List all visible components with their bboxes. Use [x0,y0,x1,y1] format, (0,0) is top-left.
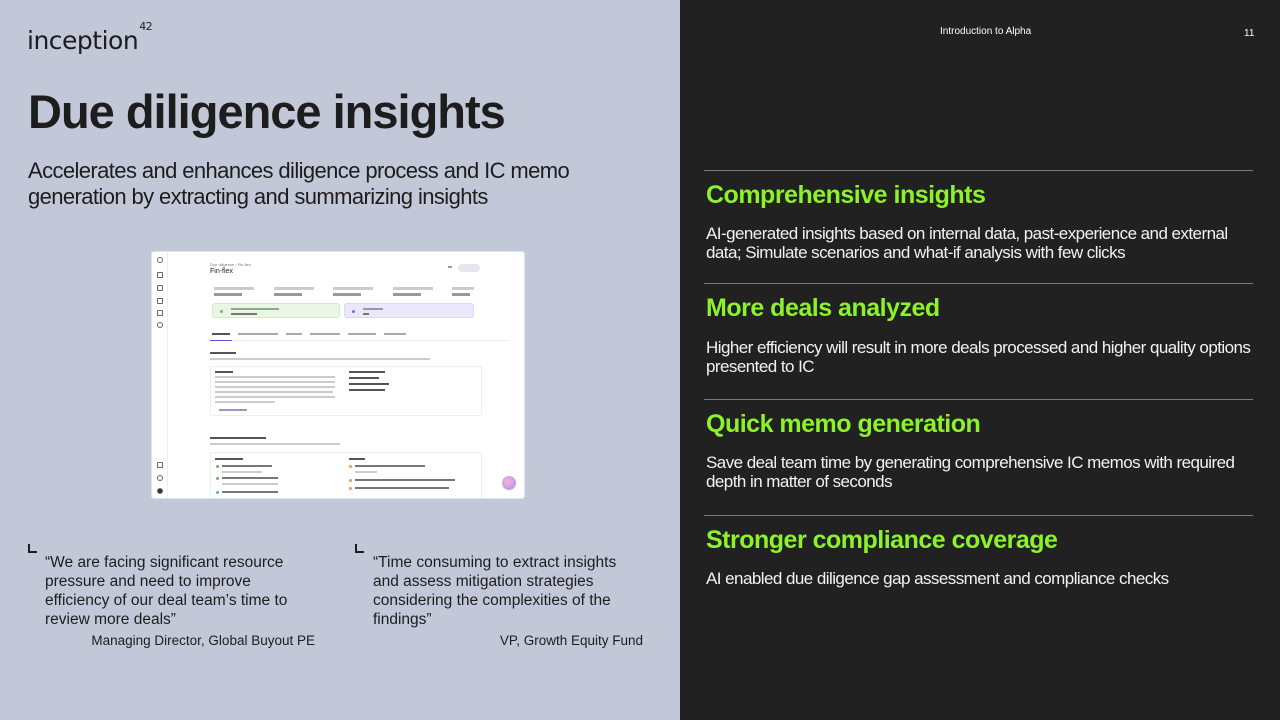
bell-icon [157,462,163,468]
bulb-icon [352,310,355,313]
feature-title-1: Comprehensive insights [706,181,986,209]
feature-title-2: More deals analyzed [706,294,940,322]
product-screenshot [151,251,525,499]
nav-icon [157,298,163,304]
section-header: Introduction to Alpha [940,26,1032,37]
screenshot-insights-card [344,303,474,318]
screenshot-summary-box [210,452,482,499]
divider [704,399,1253,400]
page-number: 11 [1244,28,1255,39]
screenshot-breadcrumb: Due diligence › Fin-flex [210,262,251,267]
avatar [157,488,163,494]
quote-text-2: “Time consuming to extract insights and assess mitigation strategies considering the complexities of the findings” [373,554,617,628]
screenshot-section-heading [210,437,266,439]
feature-description-4: AI enabled due diligence gap assessment and compliance checks [706,569,1169,588]
check-icon [220,310,223,313]
screenshot-report-card [212,303,340,318]
page-subtitle: Accelerates and enhances diligence process and IC memo generation by extracting and summarizing insights [28,158,570,209]
screenshot-text-line [210,443,340,445]
feature-title-3: Quick memo generation [706,410,981,438]
screenshot-menu-icon [448,266,452,268]
quote-attribution-1: Managing Director, Global Buyout PE [91,633,315,648]
quote-attribution-2: VP, Growth Equity Fund [499,633,643,648]
quote-mark-icon [28,544,37,553]
page-title: Due diligence insights [28,85,505,138]
assistant-fab-icon [502,476,516,490]
screenshot-text-line [210,358,430,360]
quote-mark-icon [355,544,364,553]
quote-text-1: “We are facing significant resource pressure and need to improve efficiency of our deal team’s time to review more deals” [45,554,288,628]
search-icon [157,322,163,328]
screenshot-thesis-box [210,366,482,416]
divider [704,515,1253,516]
screenshot-tabs [210,331,510,341]
feature-description-3: Save deal team time by generating comprehensive IC memos with required depth in matter of seconds [706,453,1235,491]
screenshot-sidebar [152,252,168,498]
divider [704,170,1253,171]
screenshot-metrics [214,287,474,299]
screenshot-section-heading [210,352,236,354]
feature-description-2: Higher efficiency will result in more deals processed and higher quality options presented to IC [706,338,1251,376]
nav-icon [157,310,163,316]
gear-icon [157,475,163,481]
nav-icon [157,272,163,278]
screenshot-action-button [458,264,480,272]
screenshot-deal-title: Fin-flex [210,268,233,275]
app-logo-icon [157,257,163,263]
divider [704,283,1253,284]
feature-title-4: Stronger compliance coverage [706,526,1058,554]
brand-logo: inception$^{42}$ [27,19,153,55]
feature-description-1: AI-generated insights based on internal data, past-experience and external data; Simulate scenarios and what-if analysis with few clicks [706,224,1228,262]
nav-icon [157,285,163,291]
